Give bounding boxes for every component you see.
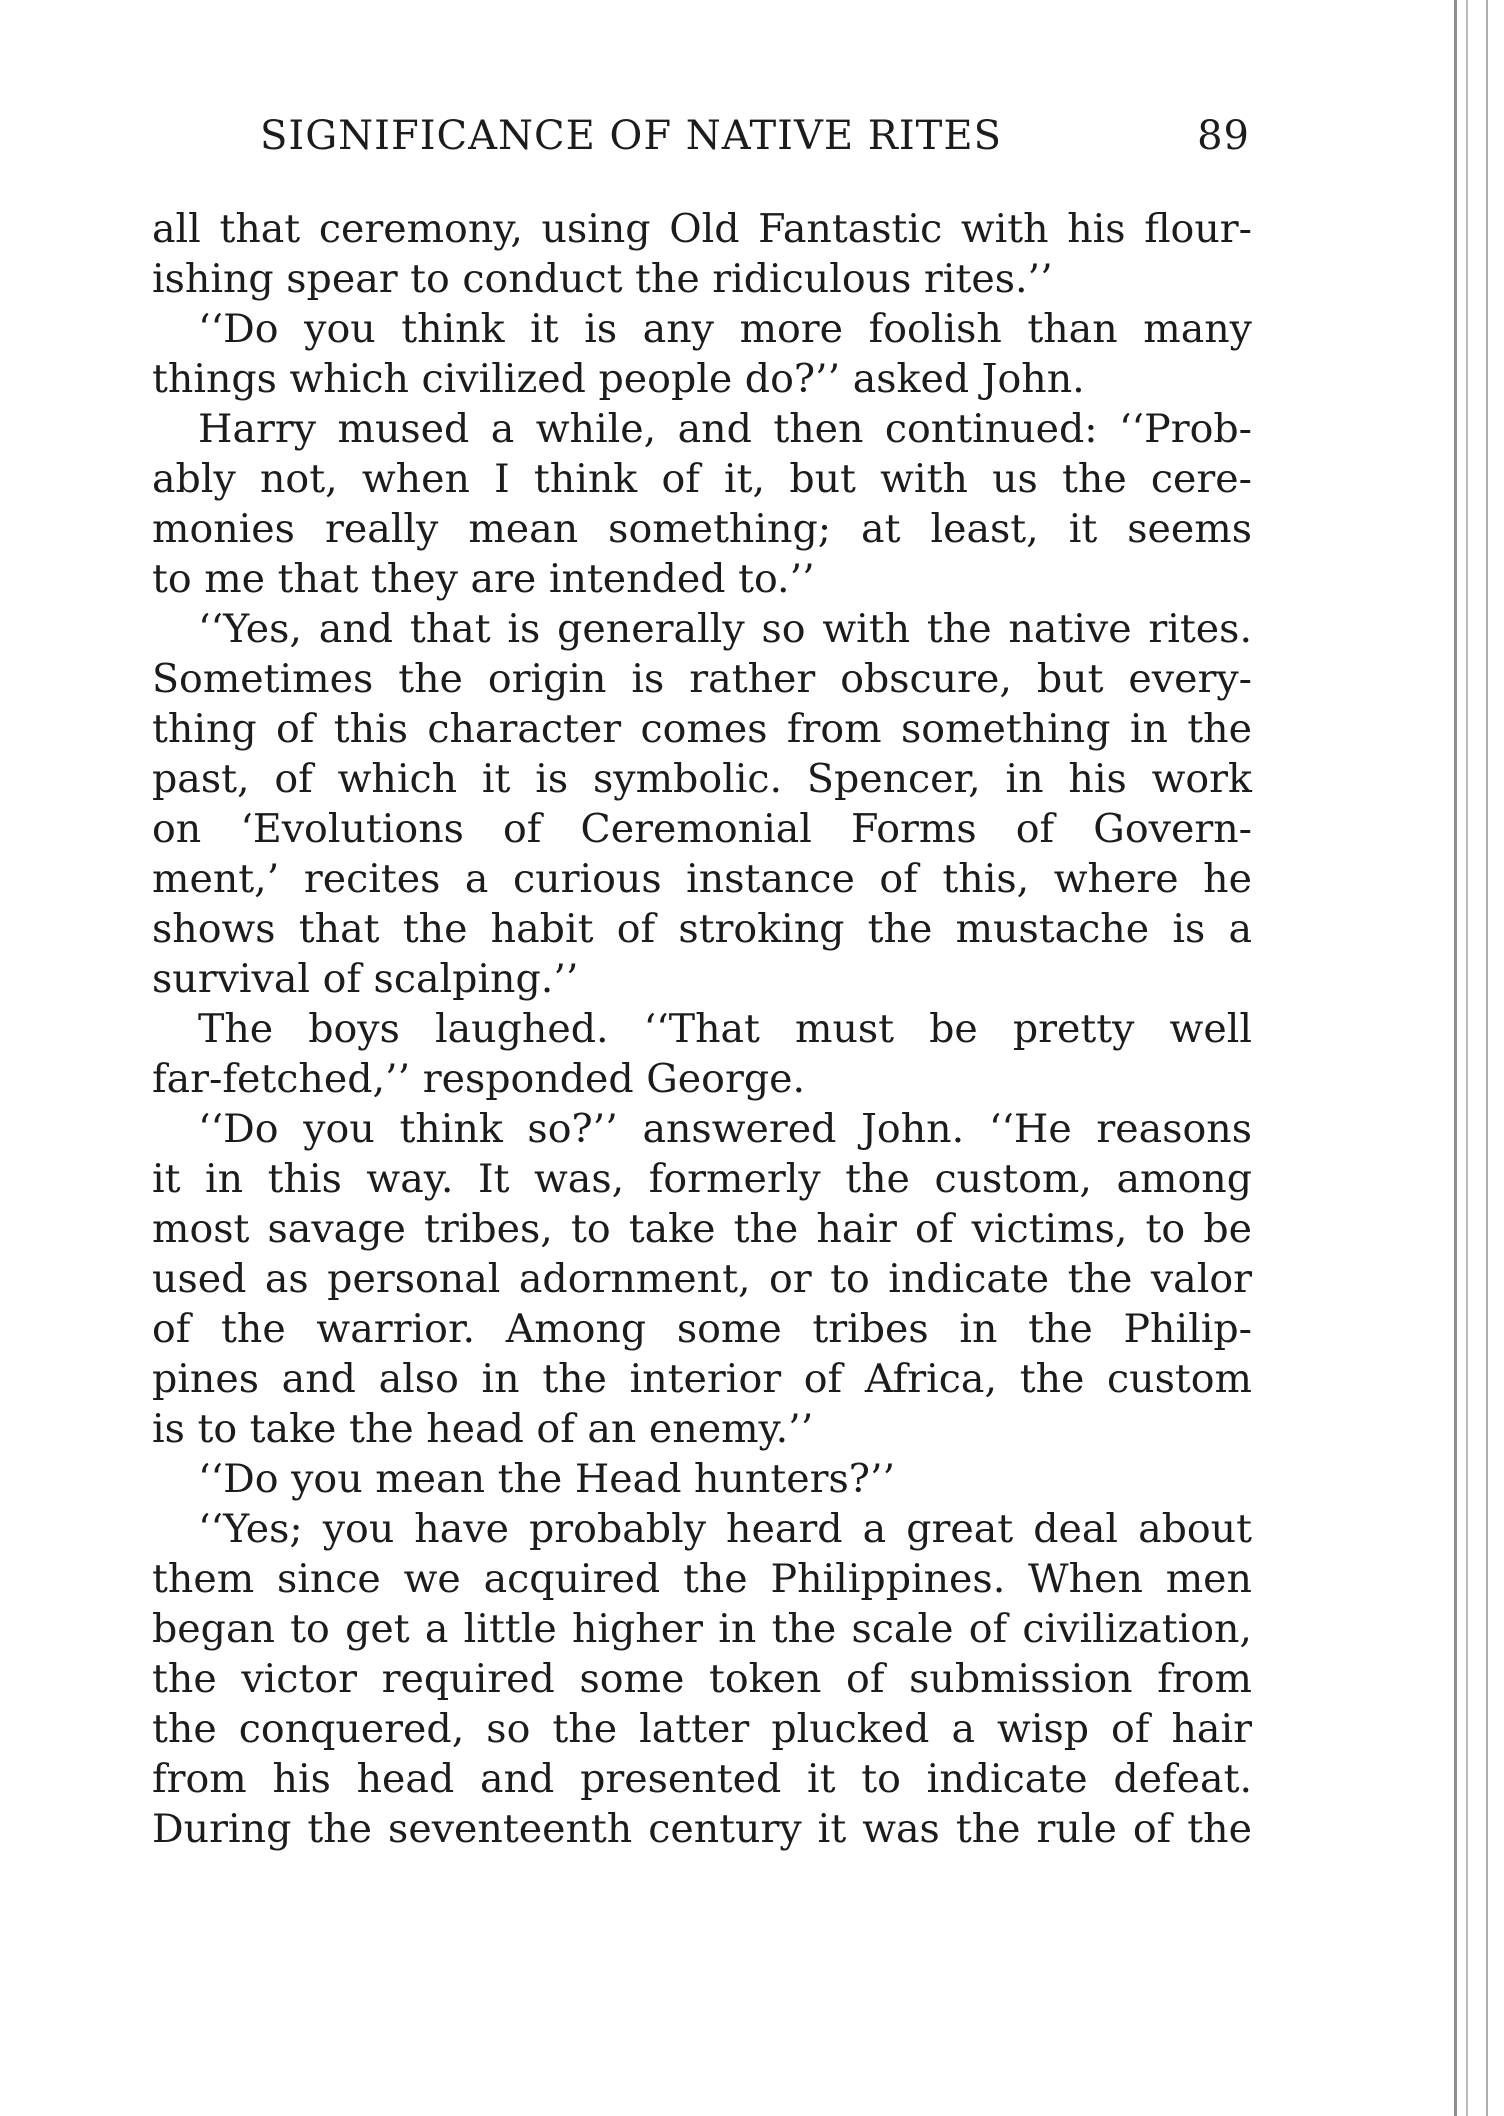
page-edge-line — [1454, 0, 1457, 2116]
text-line: survival of scalping.’’ — [152, 956, 579, 1002]
text-line: ‘‘Yes, and that is generally so with the native rites. — [198, 606, 1252, 652]
text-line: far-fetched,’’ responded George. — [152, 1056, 806, 1102]
text-line: ment,’ recites a curious instance of this, where he — [152, 856, 1252, 902]
text-line: most savage tribes, to take the hair of victims, to be — [152, 1206, 1252, 1252]
text-line: the victor required some token of submission from — [152, 1656, 1252, 1702]
text-line: of the warrior. Among some tribes in the Philip- — [152, 1306, 1252, 1352]
text-line: is to take the head of an enemy.’’ — [152, 1406, 814, 1452]
text-line: all that ceremony, using Old Fantastic with his flour- — [152, 206, 1252, 252]
text-line: from his head and presented it to indicate defeat. — [152, 1756, 1252, 1802]
text-line: ‘‘Yes; you have probably heard a great deal about — [198, 1506, 1252, 1552]
page-edge-line — [1486, 0, 1488, 2116]
running-title: SIGNIFICANCE OF NATIVE RITES — [260, 113, 1002, 159]
text-line: ‘‘Do you think so?’’ answered John. ‘‘He reasons — [198, 1106, 1252, 1152]
text-line: shows that the habit of stroking the mustache is a — [152, 906, 1252, 952]
page-edge-line — [1466, 0, 1468, 2116]
text-line: monies really mean something; at least, it seems — [152, 506, 1252, 552]
text-line: The boys laughed. ‘‘That must be pretty well — [198, 1006, 1252, 1052]
text-line: During the seventeenth century it was the rule of the — [152, 1806, 1252, 1852]
text-line: used as personal adornment, or to indicate the valor — [152, 1256, 1252, 1302]
page-number: 89 — [1197, 113, 1250, 159]
text-line: to me that they are intended to.’’ — [152, 556, 815, 602]
text-line: ‘‘Do you mean the Head hunters?’’ — [198, 1456, 896, 1502]
text-line: began to get a little higher in the scale of civilization, — [152, 1606, 1252, 1652]
text-line: the conquered, so the latter plucked a wisp of hair — [152, 1706, 1252, 1752]
text-line: things which civilized people do?’’ asked John. — [152, 356, 1085, 402]
running-head — [260, 108, 1250, 164]
text-line: ably not, when I think of it, but with us the cere- — [152, 456, 1252, 502]
text-line: ‘‘Do you think it is any more foolish than many — [198, 306, 1252, 352]
text-line: it in this way. It was, formerly the custom, among — [152, 1156, 1252, 1202]
text-line: thing of this character comes from something in the — [152, 706, 1252, 752]
text-line: pines and also in the interior of Africa, the custom — [152, 1356, 1252, 1402]
text-line: Sometimes the origin is rather obscure, but every- — [152, 656, 1252, 702]
text-line: them since we acquired the Philippines. When men — [152, 1556, 1252, 1602]
text-line: Harry mused a while, and then continued: ‘‘Prob- — [198, 406, 1252, 452]
text-line: on ‘Evolutions of Ceremonial Forms of Govern- — [152, 806, 1252, 852]
body-text — [152, 204, 1252, 1854]
text-line: ishing spear to conduct the ridiculous rites.’’ — [152, 256, 1053, 302]
text-line: past, of which it is symbolic. Spencer, in his work — [152, 756, 1252, 802]
